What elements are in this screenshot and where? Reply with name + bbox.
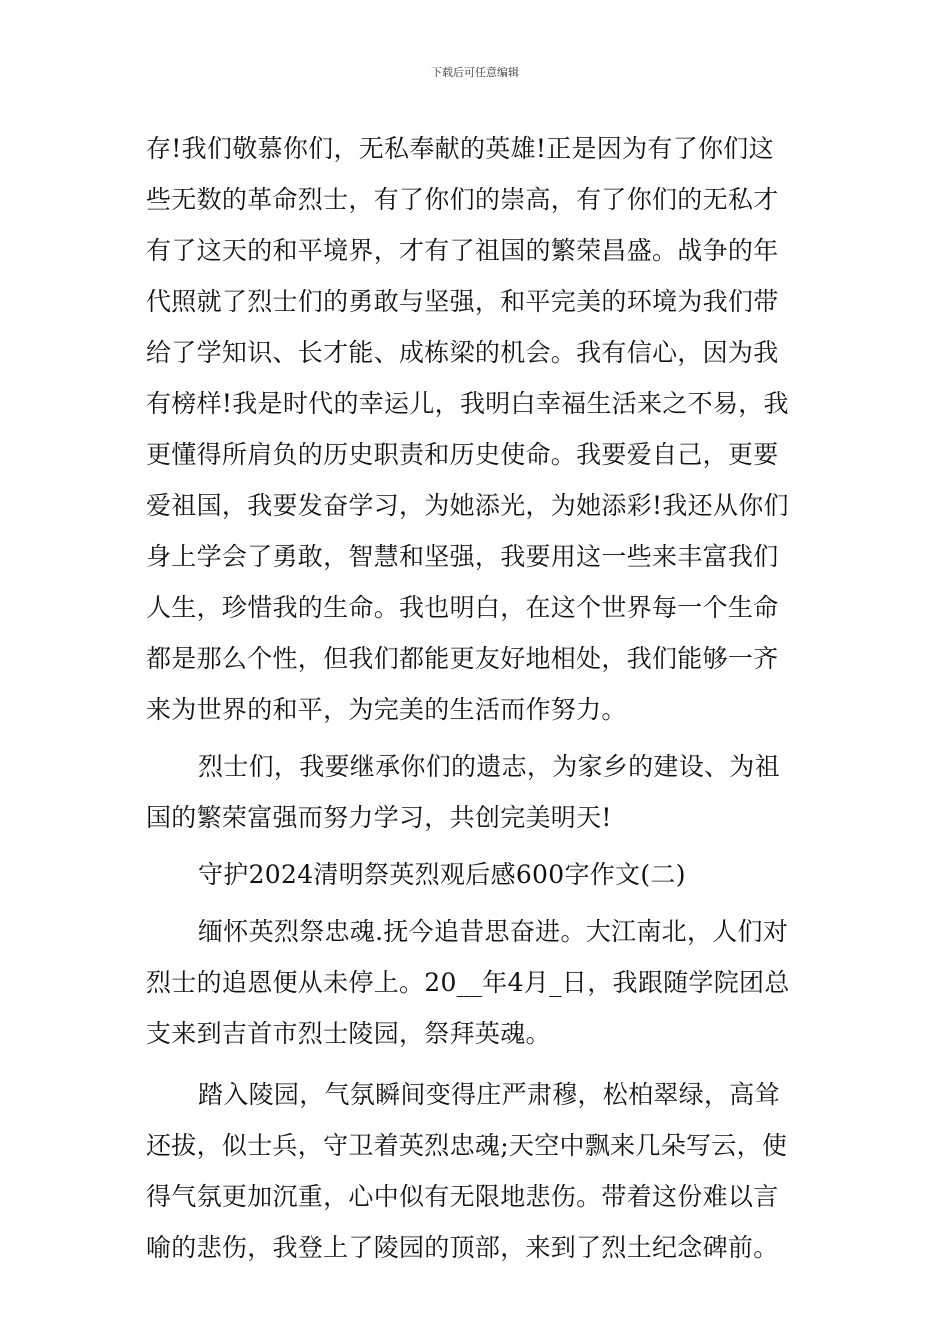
text-line: 代照就了烈士们的勇敢与坚强，和平完美的环境为我们带	[146, 287, 779, 316]
text-line: 有榜样!我是时代的幸运儿，我明白幸福生活来之不易，我	[146, 389, 789, 418]
text-line: 身上学会了勇敢，智慧和坚强，我要用这一些来丰富我们	[146, 542, 779, 571]
text-line: 爱祖国，我要发奋学习，为她添光，为她添彩!我还从你们	[146, 491, 789, 520]
text-line: 人生，珍惜我的生命。我也明白，在这个世界每一个生命	[146, 593, 779, 622]
text-line: 喻的悲伤，我登上了陵园的顶部，来到了烈土纪念碑前。	[146, 1233, 779, 1262]
text-line: 都是那么个性，但我们都能更友好地相处，我们能够一齐	[146, 644, 779, 673]
text-line: 存!我们敬慕你们，无私奉献的英雄!正是因为有了你们这	[146, 134, 774, 163]
text-line: 烈士的追恩便从未停上。20__年4月_日，我跟随学院团总	[146, 968, 790, 997]
paragraph-first-line: 踏入陵园，气氛瞬间变得庄严肃穆，松柏翠绿，高耸	[198, 1080, 780, 1109]
text-line: 支来到吉首市烈士陵园，祭拜英魂。	[146, 1019, 551, 1048]
document-body	[146, 123, 810, 1273]
text-line: 还拔，似士兵，守卫着英烈忠魂;天空中飘来几朵写云，使	[146, 1131, 788, 1160]
page-header: 下载后可任意编辑	[431, 66, 519, 79]
paragraph-first-line: 缅怀英烈祭忠魂.抚今追昔思奋进。大江南北，人们对	[198, 917, 789, 946]
section-title: 守护2024清明祭英烈观后感600字作文(二)	[198, 860, 686, 889]
text-line: 得气氛更加沉重，心中似有无限地悲伤。带着这份难以言	[146, 1182, 779, 1211]
text-line: 来为世界的和平，为完美的生活而作努力。	[146, 695, 627, 724]
paragraph-first-line: 烈士们，我要继承你们的遗志，为家乡的建设、为祖	[198, 752, 780, 781]
text-line: 有了这天的和平境界，才有了祖国的繁荣昌盛。战争的年	[146, 236, 779, 265]
text-line: 给了学知识、长才能、成栋梁的机会。我有信心，因为我	[146, 338, 779, 367]
text-line: 些无数的革命烈士，有了你们的崇高，有了你们的无私才	[146, 185, 779, 214]
text-line: 国的繁荣富强而努力学习，共创完美明天!	[146, 803, 612, 832]
text-line: 更懂得所肩负的历史职责和历史使命。我要爱自己，更要	[146, 440, 779, 469]
